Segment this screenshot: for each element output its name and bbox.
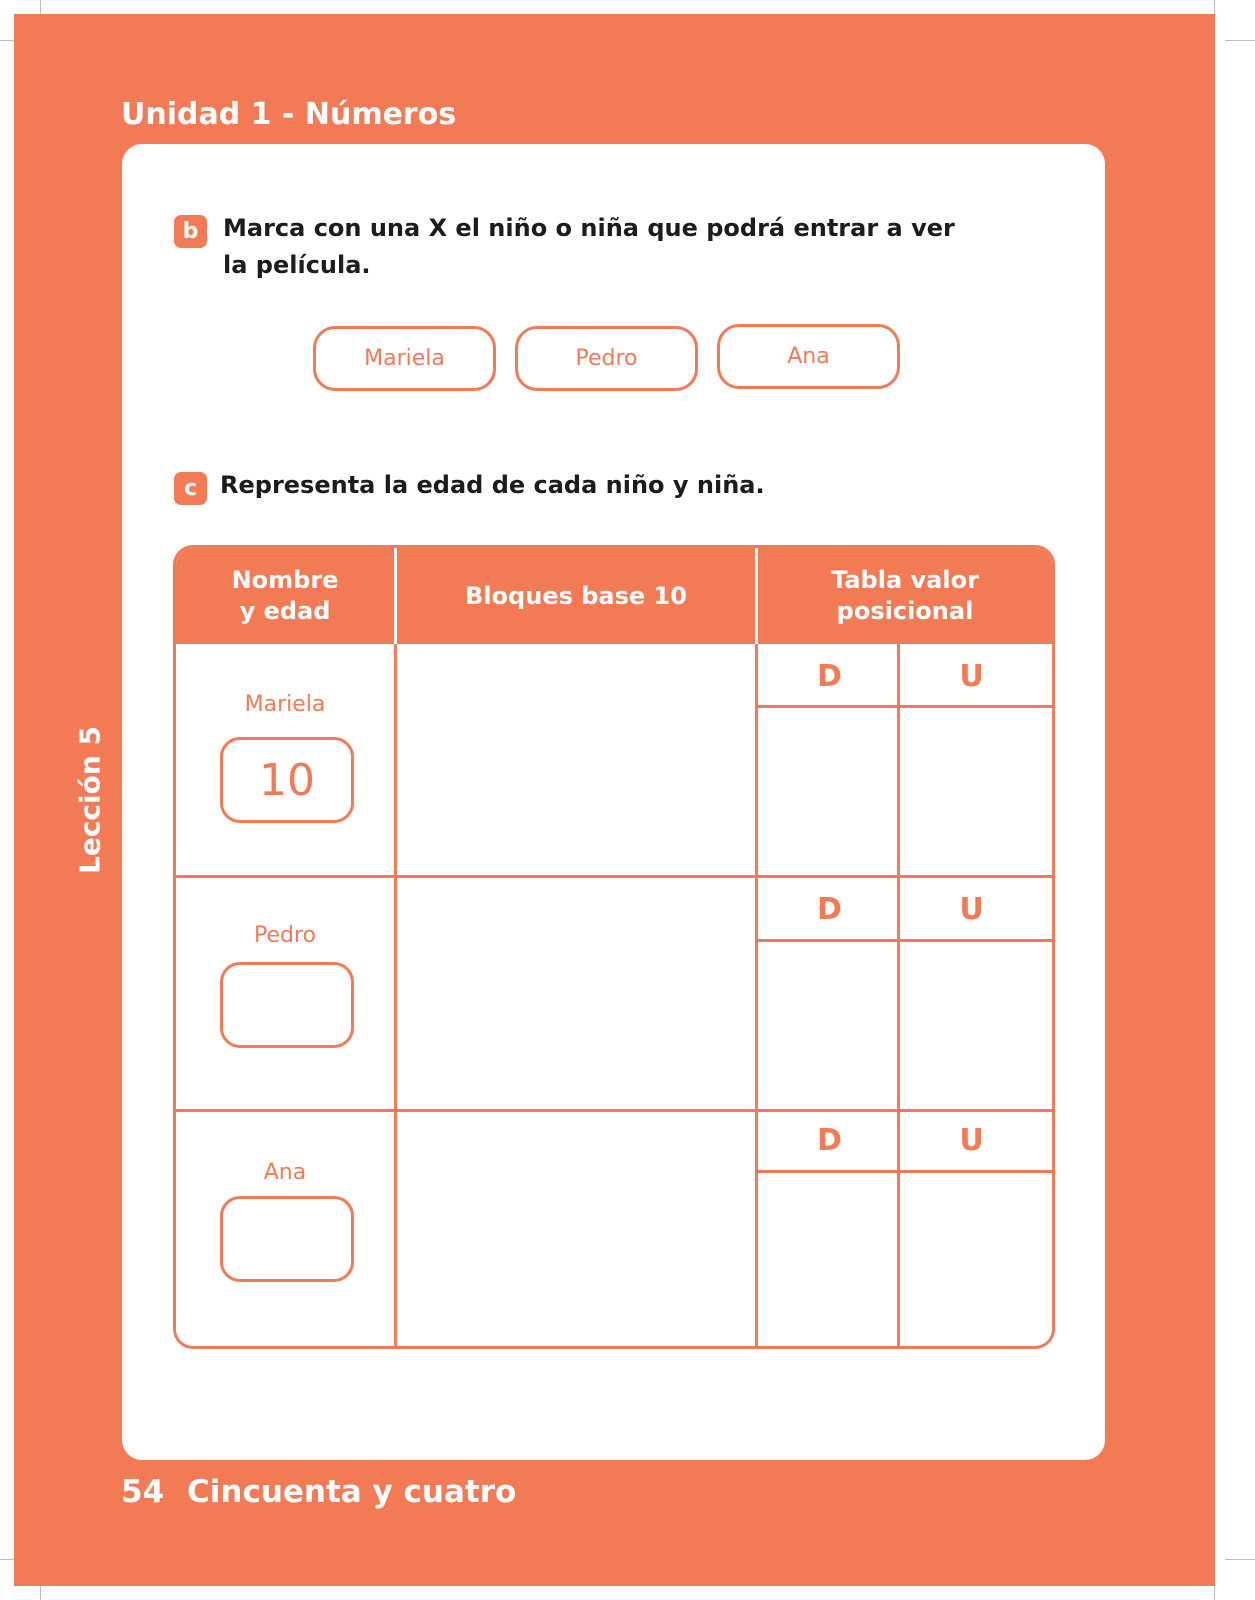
row-mariela-name: Mariela [244, 692, 326, 717]
header-base10-blocks: Bloques base 10 [465, 581, 687, 610]
worksheet-card [122, 144, 1105, 1460]
part-c-badge: c [174, 472, 207, 505]
place-header-divider [755, 1170, 1052, 1173]
unit-title: Unidad 1 - Números [121, 97, 457, 132]
header-name-age-line1: Nombre [231, 566, 339, 594]
page-number: 54 [121, 1474, 165, 1510]
header-place-value [758, 548, 1052, 644]
row-mariela-tens-label: D [817, 658, 842, 694]
crop-mark [1225, 1559, 1255, 1560]
tens-units-divider [897, 644, 900, 1346]
part-b-instruction [223, 210, 955, 284]
part-c-instruction: Representa la edad de cada niño y niña. [220, 471, 765, 499]
row-ana-units-label: U [959, 1122, 984, 1158]
part-b-instruction-line2: la película. [223, 251, 371, 279]
row-ana-name: Ana [263, 1160, 307, 1185]
option-pedro-button[interactable]: Pedro [515, 326, 698, 391]
row-pedro-name: Pedro [253, 923, 316, 948]
header-place-value-line1: Tabla valor [831, 566, 979, 594]
header-name-age [176, 548, 394, 644]
lesson-side-tab: Lección 5 [73, 725, 107, 875]
row-divider [176, 875, 1052, 878]
row-pedro-tens-label: D [817, 891, 842, 927]
row-pedro-units-label: U [959, 891, 984, 927]
row-ana-age-box[interactable] [220, 1196, 354, 1282]
option-ana-button[interactable]: Ana [717, 324, 900, 389]
part-b-badge: b [174, 215, 207, 248]
row-mariela-age-box[interactable]: 10 [220, 737, 354, 823]
row-ana-tens-label: D [817, 1122, 842, 1158]
row-pedro-age-box[interactable] [220, 962, 354, 1048]
part-b-instruction-line1: Marca con una X el niño o niña que podrá entrar a ver [223, 214, 955, 242]
place-header-divider [755, 939, 1052, 942]
option-mariela-button[interactable]: Mariela [313, 326, 496, 391]
row-mariela-units-label: U [959, 658, 984, 694]
header-divider [755, 548, 758, 644]
column-divider [755, 644, 758, 1346]
header-divider [394, 548, 397, 644]
age-representation-table [173, 545, 1055, 1349]
header-place-value-line2: posicional [836, 597, 974, 625]
page-number-words: Cincuenta y cuatro [187, 1474, 517, 1510]
crop-mark [1225, 40, 1255, 41]
header-name-age-line2: y edad [239, 597, 331, 625]
column-divider [394, 644, 397, 1346]
